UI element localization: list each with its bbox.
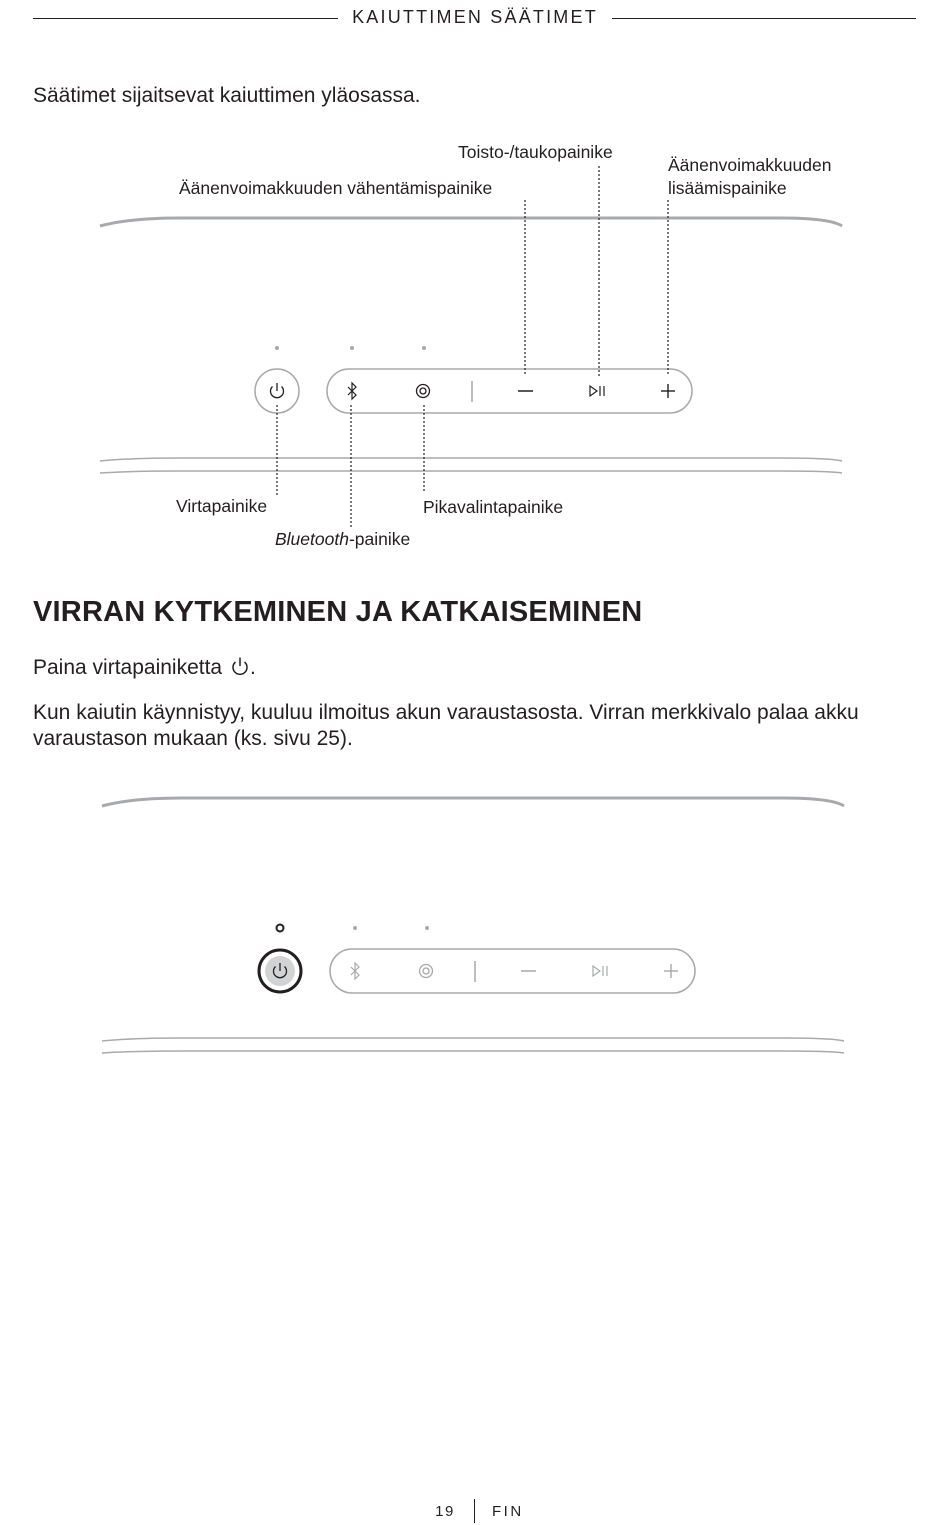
shortcut-led — [422, 346, 426, 350]
shortcut-icon — [417, 385, 430, 398]
footer-divider — [474, 1499, 475, 1523]
press-instruction — [33, 655, 913, 681]
plus-icon — [664, 964, 678, 978]
label-volume-down: Äänenvoimakkuuden vähentämispainike — [179, 178, 493, 198]
power-on-diagram — [0, 780, 950, 1070]
section-title: VIRRAN KYTKEMINEN JA KATKAISEMINEN — [33, 596, 643, 628]
bluetooth-icon — [348, 383, 356, 399]
speaker-top-edge — [100, 218, 842, 226]
play-pause-icon — [593, 966, 607, 976]
speaker-bottom-edge-1 — [102, 1038, 844, 1041]
label-bluetooth — [275, 528, 410, 551]
label-bluetooth-brand: Bluetooth — [275, 529, 349, 549]
label-bluetooth-suffix: -painike — [348, 529, 411, 549]
label-play-pause: Toisto-/taukopainike — [458, 142, 613, 162]
play-pause-icon — [590, 386, 604, 396]
label-power: Virtapainike — [176, 496, 268, 516]
header-title: KAIUTTIMEN SÄÄTIMET — [346, 7, 604, 27]
language-code: FIN — [492, 1503, 524, 1520]
intro-text: Säätimet sijaitsevat kaiuttimen yläosassa. — [33, 84, 421, 107]
page-header — [0, 7, 950, 28]
control-strip — [327, 369, 692, 413]
section-body: Kun kaiutin käynnistyy, kuuluu ilmoitus akun varaustasosta. Virran merkkivalo palaa akku varaustason mukaan (ks. sivu 25). — [33, 701, 859, 750]
power-button-highlighted — [259, 950, 301, 992]
power-led-on — [277, 925, 284, 932]
press-text: Paina virtapainiketta — [33, 656, 223, 679]
power-led — [275, 346, 279, 350]
press-end: . — [249, 656, 256, 679]
label-volume-up-line2: lisäämispainike — [668, 178, 787, 198]
speaker-top-edge — [102, 798, 844, 806]
speaker-bottom-edge-1 — [100, 458, 842, 461]
label-shortcut: Pikavalintapainike — [423, 497, 564, 517]
shortcut-icon — [420, 965, 433, 978]
shortcut-led — [425, 926, 429, 930]
power-icon — [230, 656, 250, 676]
bluetooth-icon — [351, 963, 359, 979]
speaker-bottom-edge-2 — [100, 471, 842, 473]
speaker-bottom-edge-2 — [102, 1051, 844, 1053]
plus-icon — [661, 384, 675, 398]
page-number: 19 — [435, 1503, 455, 1520]
label-volume-up-line1: Äänenvoimakkuuden — [668, 155, 832, 175]
label-volume-up — [668, 154, 831, 200]
control-strip — [330, 949, 695, 993]
bluetooth-led — [350, 346, 354, 350]
power-icon — [271, 383, 284, 398]
bluetooth-led — [353, 926, 357, 930]
